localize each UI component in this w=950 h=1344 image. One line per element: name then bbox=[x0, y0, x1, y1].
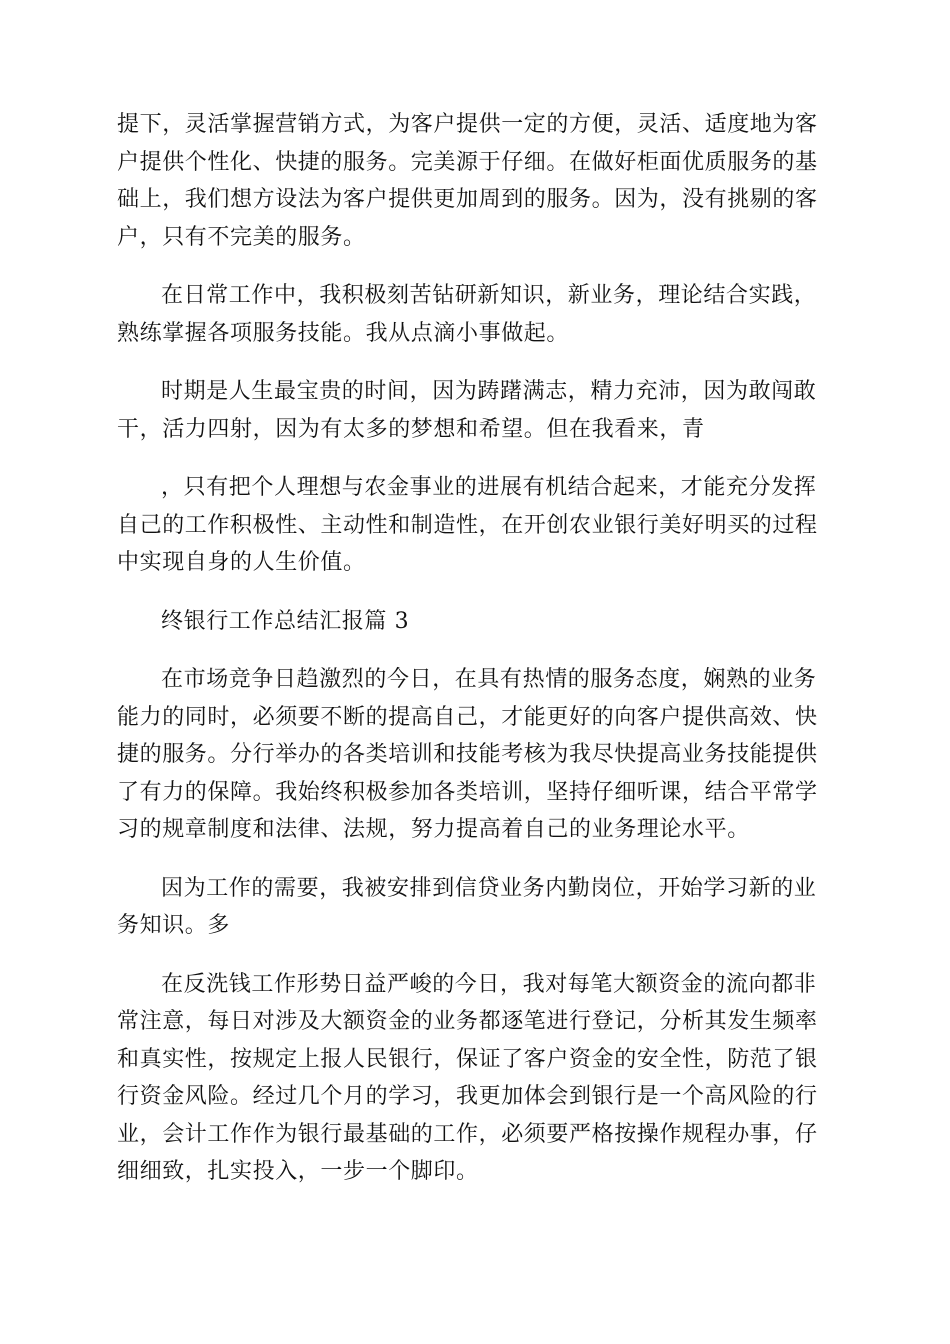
section-heading: 终银行工作总结汇报篇 3 bbox=[161, 608, 410, 634]
paragraph-personal-ideals: ，只有把个人理想与农金事业的进展有机结合起来，才能充分发挥自己的工作积极性、主动性和制造性，在开创农业银行美好明买的过程中实现自身的人生价值。 bbox=[117, 475, 818, 575]
document-body bbox=[117, 106, 833, 1212]
paragraph-anti-money-laundering: 在反洗钱工作形势日益严峻的今日，我对每笔大额资金的流向都非常注意，每日对涉及大额资金的业务都逐笔进行登记，分析其发生频率和真实性，按规定上报人民银行，保证了客户资金的安全性，防范了银行资金风险。经过几个月的学习，我更加体会到银行是一个高风险的行业，会计工作作为银行最基础的工作，必须要严格按操作规程办事，仔细细致，扎实投入，一步一个脚印。 bbox=[117, 971, 818, 1184]
paragraph-market-competition: 在市场竞争日趋激烈的今日，在具有热情的服务态度，娴熟的业务能力的同时，必须要不断的提高自己，才能更好的向客户提供高效、快捷的服务。分行举办的各类培训和技能考核为我尽快提高业务技能提供了有力的保障。我始终积极参加各类培训，坚持仔细听课，结合平常学习的规章制度和法律、法规，努力提高着自己的业务理论水平。 bbox=[117, 667, 818, 842]
paragraph-service-continuation: 提下，灵活掌握营销方式，为客户提供一定的方便，灵活、适度地为客户提供个性化、快捷的服务。完美源于仔细。在做好柜面优质服务的基础上，我们想方设法为客户提供更加周到的服务。因为，没有挑剔的客户，只有不完美的服务。 bbox=[117, 112, 818, 250]
paragraph-youth-period: 时期是人生最宝贵的时间，因为踌躇满志，精力充沛，因为敢闯敢干，活力四射，因为有太多的梦想和希望。但在我看来，青 bbox=[117, 379, 817, 442]
paragraph-daily-work: 在日常工作中，我积极刻苦钻研新知识，新业务，理论结合实践，熟练掌握各项服务技能。我从点滴小事做起。 bbox=[117, 283, 817, 346]
paragraph-credit-assignment: 因为工作的需要，我被安排到信贷业务内勤岗位，开始学习新的业务知识。多 bbox=[117, 875, 817, 938]
